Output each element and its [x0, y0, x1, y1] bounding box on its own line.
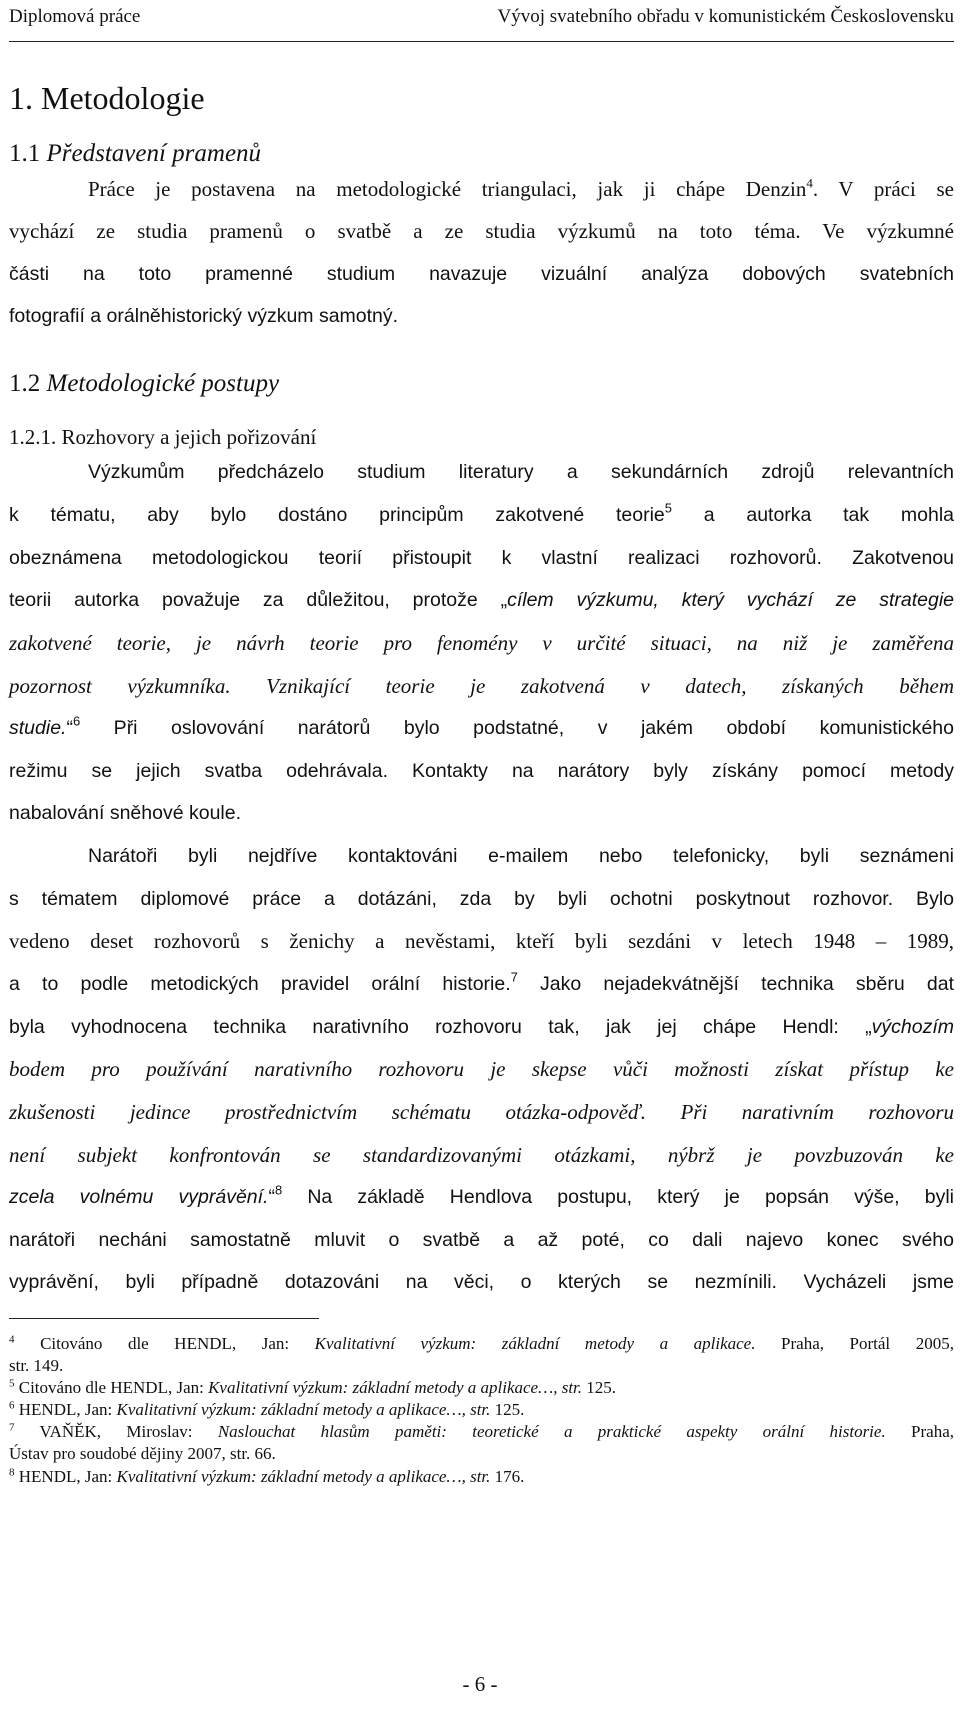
quote-line: zkušenosti jedince prostřednictvím schématu otázka-odpověď. Při narativním rozhovoru: [9, 1100, 954, 1124]
footnote-4-cont: str. 149.: [9, 1356, 64, 1375]
paragraph-line: s tématem diplomové práce a dotázáni, zda by byli ochotni poskytnout rozhovor. Bylo: [9, 888, 954, 910]
paragraph-line: a to podle metodických pravidel orální historie.$^7$ Jako nejadekvátnější technika sběru dat: [9, 969, 955, 995]
footnote-ref: 4: [806, 175, 813, 191]
paragraph-line: byla vyhodnocena technika narativního rozhovoru tak, jak jej chápe Hendl: „výchozím: [9, 1016, 954, 1038]
paragraph-line: Narátoři byli nejdříve kontaktováni e-mailem nebo telefonicky, byli seznámeni: [88, 845, 954, 867]
section-title: Představení pramenů: [46, 140, 262, 167]
paragraph-line: studie.“$^6$ Při oslovování narátorů bylo podstatné, v jakém období komunistického: [9, 713, 954, 739]
footnote-8: $^8$ HENDL, Jan: Kvalitativní výzkum: základní metody a aplikace…, str. 176.: [9, 1466, 525, 1486]
paragraph-line: vychází ze studia pramenů o svatbě a ze studia výzkumů na toto téma. Ve výzkumné: [9, 219, 954, 243]
paragraph-line: části na toto pramenné studium navazuje vizuální analýza dobových svatebních: [9, 263, 954, 285]
footnote-7: $^7$ VAŇĚK, Miroslav: Naslouchat hlasům paměti: teoretické a praktické aspekty orální historie. Praha,: [9, 1421, 954, 1441]
running-header-left: Diplomová práce: [9, 6, 141, 27]
paragraph-line: režimu se jejich svatba odehrávala. Kontakty na narátory byly získány pomocí metody: [9, 760, 954, 782]
chapter-title: 1. Metodologie: [9, 80, 205, 116]
quote-line: není subjekt konfrontován se standardizovanými otázkami, nýbrž je povzbuzován ke: [9, 1143, 954, 1167]
footnote-7-cont: Ústav pro soudobé dějiny 2007, str. 66.: [9, 1444, 276, 1463]
footnote-ref: 5: [664, 500, 673, 516]
paragraph-line: k tématu, aby bylo dostáno principům zakotvené teorie$^5$ a autorka tak mohla: [9, 500, 954, 526]
footnote-4: $^4$ Citováno dle HENDL, Jan: Kvalitativní výzkum: základní metody a aplikace. Praha, Portál 2005,: [9, 1333, 954, 1353]
paragraph-line: teorii autorka považuje za důležitou, protože „cílem výzkumu, který vychází ze strategie: [9, 589, 954, 611]
running-header-right: Vývoj svatebního obřadu v komunistickém Československu: [497, 6, 954, 27]
section-number: 1.2: [9, 370, 41, 397]
paragraph-line: Výzkumům předcházelo studium literatury a sekundárních zdrojů relevantních: [88, 461, 954, 483]
section-heading-1-2: [9, 370, 279, 398]
section-heading-1-1: [9, 140, 261, 168]
page-number: - 6 -: [462, 1672, 498, 1696]
quote-line: zakotvené teorie, je návrh teorie pro fenomény v určité situaci, na niž je zaměřena: [9, 631, 954, 655]
paragraph-line: zcela volnému vyprávění.“$^8$ Na základě Hendlova postupu, který je popsán výše, byli: [9, 1182, 954, 1208]
paragraph-line: Práce je postavena na metodologické triangulaci, jak ji chápe Denzin$^4$. V práci se: [88, 175, 954, 201]
footnote-6: $^6$ HENDL, Jan: Kvalitativní výzkum: základní metody a aplikace…, str. 125.: [9, 1399, 525, 1419]
footnote-divider: [9, 1318, 319, 1319]
paragraph-line: fotografií a orálněhistorický výzkum samotný.: [9, 305, 399, 327]
paragraph-line: obeznámena metodologickou teorií přistoupit k vlastní realizaci rozhovorů. Zakotvenou: [9, 547, 954, 569]
header-divider: [9, 41, 954, 42]
paragraph-line: vedeno deset rozhovorů s ženichy a nevěstami, kteří byli sezdáni v letech 1948 – 1989,: [9, 929, 954, 953]
footnote-ref: 8: [274, 1182, 283, 1198]
section-number: 1.1: [9, 140, 41, 167]
paragraph-line: narátoři necháni samostatně mluvit o svatbě a až poté, co dali najevo konec svého: [9, 1229, 954, 1251]
footnote-ref: 7: [510, 969, 518, 985]
quote-line: pozornost výzkumníka. Vznikající teorie je zakotvená v datech, získaných během: [9, 674, 954, 698]
paragraph-line: vyprávění, byli případně dotazováni na věci, o kterých se nezmínili. Vycházeli jsme: [9, 1271, 954, 1293]
section-title: Metodologické postupy: [46, 370, 280, 397]
footnote-ref: 6: [72, 713, 81, 729]
quote-line: bodem pro používání narativního rozhovoru je skepse vůči možnosti získat přístup ke: [9, 1057, 954, 1081]
paragraph-line: nabalování sněhové koule.: [9, 802, 242, 824]
footnote-5: $^5$ Citováno dle HENDL, Jan: Kvalitativní výzkum: základní metody a aplikace…, str. 125.: [9, 1377, 617, 1397]
subsection-heading: 1.2.1. Rozhovory a jejich pořizování: [9, 425, 317, 449]
